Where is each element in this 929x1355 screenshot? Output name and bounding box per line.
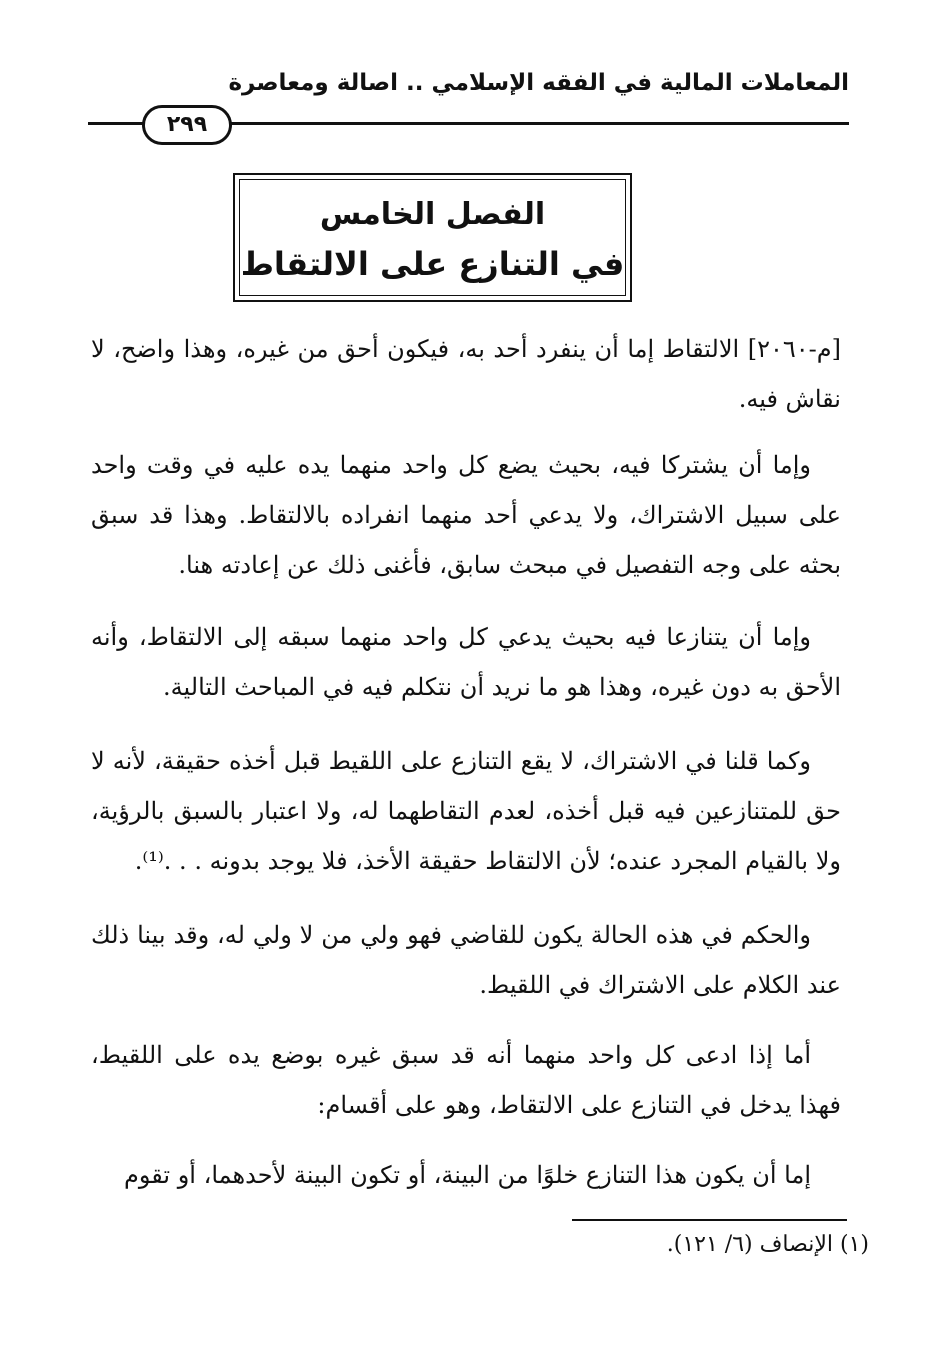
running-title: المعاملات المالية في الفقه الإسلامي .. اصالة ومعاصرة (228, 70, 849, 96)
paragraph-2: وإما أن يشتركا فيه، بحيث يضع كل واحد منهما يده عليه في وقت واحد على سبيل الاشتراك، ولا يدعي أحد منهما انفراده بالالتقاط. وهذا قد سبق بحثه على وجه التفصيل في مبحث سابق، فأغنى ذلك عن إعادته هنا. (91, 451, 841, 579)
chapter-title-box (233, 173, 632, 302)
paragraph-6: أما إذا ادعى كل واحد منهما أنه قد سبق غيره بوضع يده على اللقيط، فهذا يدخل في التنازع على الالتقاط، وهو على أقسام: (91, 1041, 841, 1119)
paragraph-5: والحكم في هذه الحالة يكون للقاضي فهو ولي من لا ولي له، وقد بينا ذلك عند الكلام على الاشتراك في اللقيط. (91, 921, 841, 999)
chapter-heading: الفصل الخامس (319, 197, 546, 232)
page-number: ٢٩٩ (142, 105, 232, 145)
footnote-rule (572, 1219, 847, 1221)
chapter-subheading: في التنازع على الالتقاط (240, 245, 625, 283)
paragraph-4: وكما قلنا في الاشتراك، لا يقع التنازع على اللقيط قبل أخذه حقيقة، لأنه لا حق للمتنازعين فيه قبل أخذه، لعدم التقاطهما له، ولا اعتبار بالسبق بالرؤية، ولا بالقيام المجرد عنده؛ لأن الالتقاط حقيقة الأخذ، فلا يوجد بدونه . . .⁽¹⁾. (91, 747, 841, 875)
paragraph-3: وإما أن يتنازعا فيه بحيث يدعي كل واحد منهما سبقه إلى الالتقاط، وأنه الأحق به دون غيره، وهذا هو ما نريد أن نتكلم فيه في المباحث التالية. (91, 623, 841, 701)
footnote: (١) الإنصاف (٦/ ١٢١). (666, 1232, 869, 1257)
paragraph-7: إما أن يكون هذا التنازع خلوًا من البينة، أو تكون البينة لأحدهما، أو تقوم (124, 1161, 811, 1189)
paragraph-1: [م-٢٠٦٠] الالتقاط إما أن ينفرد أحد به، فيكون أحق من غيره، وهذا واضح، لا نقاش فيه. (91, 335, 841, 413)
